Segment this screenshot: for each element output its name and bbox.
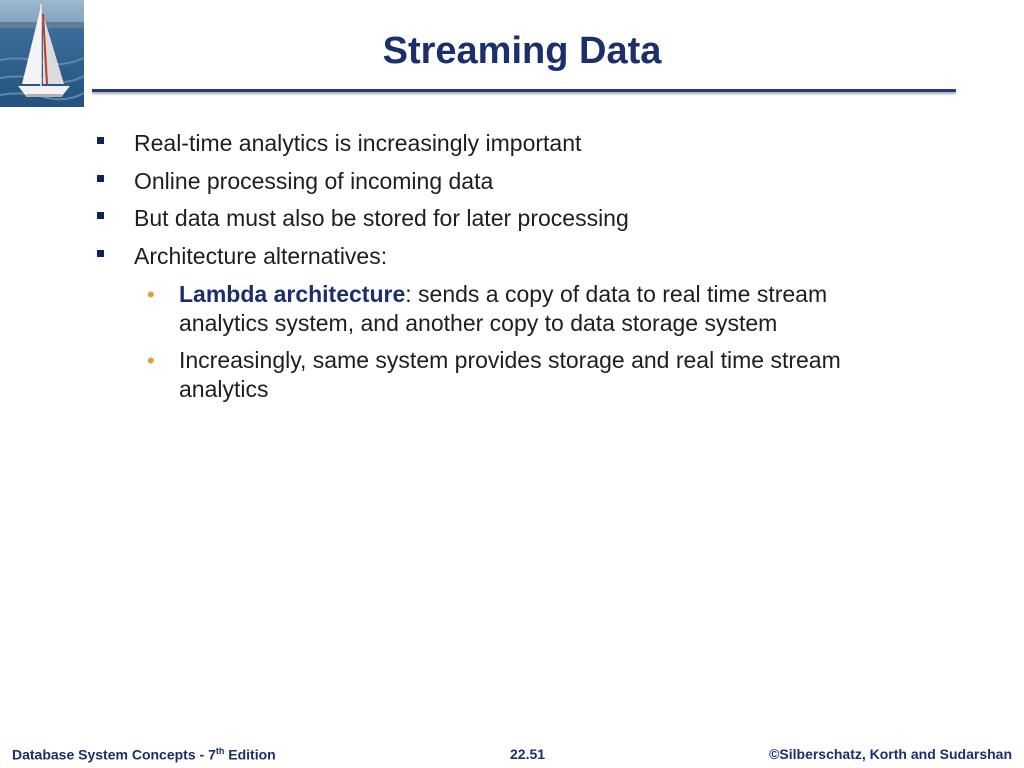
footer-book-suffix: Edition [224,746,276,763]
bullet-text: Online processing of incoming data [134,168,494,194]
bullet-item [134,203,629,233]
square-bullet-icon [97,137,104,144]
keyword-text: Lambda architecture [179,281,406,307]
slide-footer [0,738,1024,768]
slide-title: Streaming Data [382,30,662,72]
footer-copyright: ©Silberschatz, Korth and Sudarshan [769,746,1012,762]
bullet-text: Architecture alternatives: [134,243,388,269]
sub-bullet-text: : sends a copy of data to real time stream analytics system, and another copy to data storage system [179,281,828,336]
footer-book-title [12,746,276,763]
dot-bullet-icon: • [147,348,155,373]
square-bullet-icon [97,250,104,257]
bullet-text: Real-time analytics is increasingly important [134,130,582,156]
bullet-item [134,241,387,271]
footer-book-prefix: Database System Concepts - 7 [12,746,216,763]
square-bullet-icon [97,212,104,219]
square-bullet-icon [97,175,104,182]
footer-book-sup: th [215,746,225,756]
sub-bullet-item [147,280,899,338]
bullet-text: But data must also be stored for later processing [134,205,629,231]
dot-bullet-icon: • [147,282,155,307]
footer-page-number: 22.51 [510,746,546,762]
title-divider [92,89,956,92]
sub-bullet-text: Increasingly, same system provides storage and real time stream analytics [179,347,841,402]
bullet-item [134,128,581,158]
sub-bullet-item [147,346,899,404]
bullet-item [134,166,493,196]
